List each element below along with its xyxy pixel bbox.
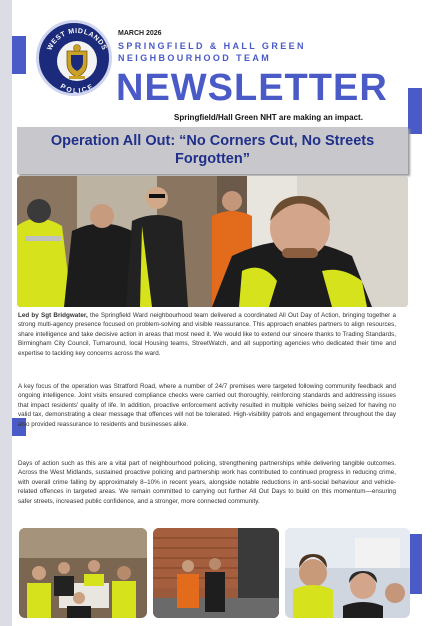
logo-ring-top-text: WEST MIDLANDS [46,27,108,52]
article-paragraph-1-text: the Springfield Ward neighbourhood team delivered a coordinated All Out Day of Action, bringing together a strong multi-agency presence focused on problem-solving and visible reassurance. This approach enables partners to align resources, share intelligence and take decisive action in areas that most need it. We would like to extend our sincere thanks to Trading Standards, Birmingham City Council, Turnaround, local Housing teams, StreetWatch, and all supporting agencies who dedicated their time and expertise to tackling key concerns across the ward. [18,312,396,357]
team-name [118,40,418,64]
left-margin-bar [0,0,12,626]
issue-date: MARCH 2026 [118,30,162,37]
accent-block-right-lower [408,534,422,594]
accent-block-right [408,88,422,134]
byline: Led by Sgt Bridgwater, [18,312,88,319]
article-paragraph-2: A key focus of the operation was Stratford Road, where a number of 24/7 premises were targeted following community feedback and ongoing intelligence. Joint visits ensured compliance checks were carried out thoroughly, reinforcing standards and addressing issues that impact residents’ quality of life. In addition, proactive enforcement activity resulted in multiple vehicles being seized for having no valid tax, demonstrating a clear message that offences will not be tolerated. High-visibility patrols and engagement throughout the day also provided reassurance to residents and businesses alike. [18,383,396,428]
photo-selfie-officers [285,528,410,618]
police-logo [36,20,112,96]
article-paragraph-1 [18,311,396,358]
photo-street-officers [153,528,279,618]
article-headline: Operation All Out: “No Corners Cut, No Streets Forgotten” [50,133,375,167]
tagline: Springfield/Hall Green NHT are making an impact. [174,113,363,122]
headline-box [17,127,408,174]
article-paragraph-3: Days of action such as this are a vital part of neighbourhood policing, strengthening partnerships while delivering tangible outcomes. Across the West Midlands, sustained proactive policing and partnership work has contributed to continued progress in reducing crime, with overall crime falling by approximately 8–10% in recent years, alongside notable reductions in anti-social behaviour and vehicle-related offences in targeted areas. We remain committed to carrying out further All Out Days to build on this momentum—ensuring safer streets, increased public confidence, and a stronger, more connected community. [18,460,396,505]
accent-block-top [12,36,26,74]
hero-photo-officers [17,176,408,307]
newsletter-title: NEWSLETTER [116,67,388,109]
svg-text:POLICE [59,83,95,95]
photo-group-briefing [19,528,147,618]
team-name-line1: SPRINGFIELD & HALL GREEN [118,41,306,51]
team-name-line2: NEIGHBOURHOOD TEAM [118,53,272,63]
logo-ring-bottom-text: POLICE [58,83,96,96]
